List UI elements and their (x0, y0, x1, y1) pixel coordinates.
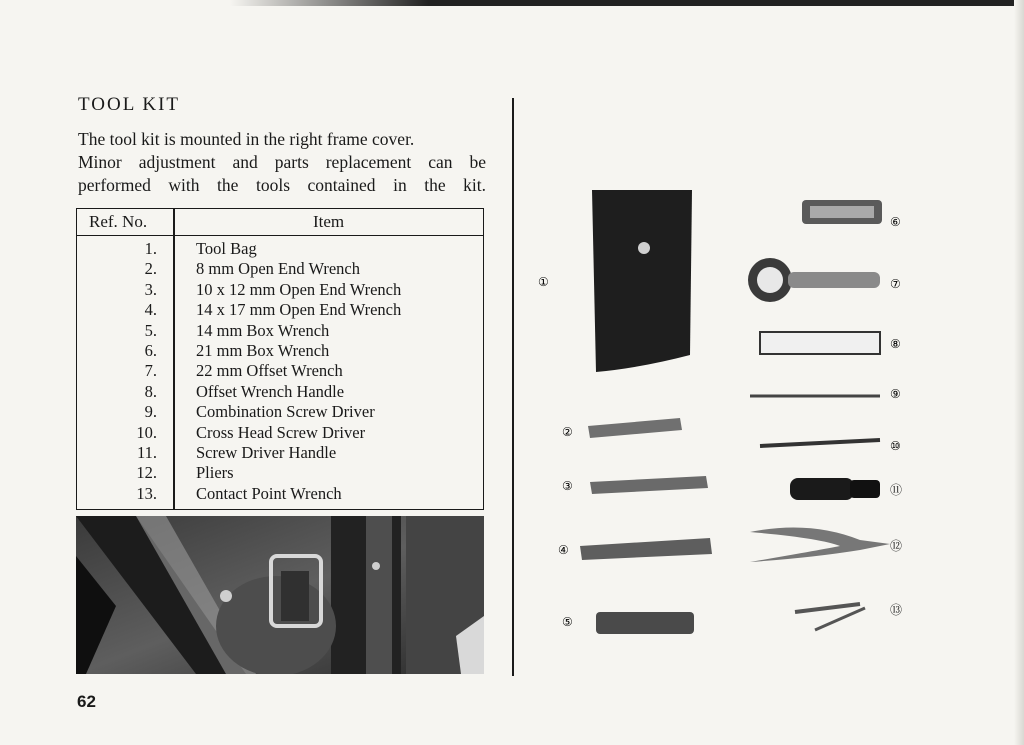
cross-head-screwdriver-illustration (760, 440, 880, 446)
table-row (77, 321, 483, 341)
row-item: 8 mm Open End Wrench (196, 259, 360, 279)
table-header (77, 209, 483, 236)
table-row (77, 443, 483, 463)
screwdriver-handle-illustration (790, 478, 880, 500)
table-body (77, 239, 483, 504)
intro-line: Minor adjustment and parts replacement can be (78, 152, 486, 172)
callout-9: ⑨ (890, 387, 901, 401)
callout-4: ④ (558, 543, 569, 557)
callout-8: ⑧ (890, 337, 901, 351)
row-ref-no: 2. (144, 259, 157, 279)
table-row (77, 280, 483, 300)
callout-12: ⑫ (890, 539, 903, 553)
header-item: Item (313, 212, 345, 231)
tool-kit-table (76, 208, 484, 510)
table-row (77, 423, 483, 443)
callout-5: ⑤ (562, 615, 573, 629)
callout-2: ② (562, 425, 573, 439)
intro-line: The tool kit is mounted in the right frame cover. (78, 129, 415, 149)
row-item: Pliers (196, 463, 234, 483)
row-ref-no: 9. (144, 402, 157, 422)
row-item: Tool Bag (196, 239, 257, 258)
row-ref-no: 10. (136, 422, 157, 442)
offset-wrench-illustration (748, 258, 880, 302)
row-item: Combination Screw Driver (196, 402, 375, 422)
row-item: Contact Point Wrench (196, 483, 342, 503)
table-row (77, 382, 483, 402)
callout-3: ③ (562, 479, 573, 493)
callout-6: ⑥ (890, 215, 901, 229)
table-row (77, 402, 483, 422)
section-heading: TOOL KIT (78, 94, 181, 115)
open-end-wrench-8mm-illustration (588, 418, 682, 438)
callout-7: ⑦ (890, 277, 901, 291)
row-item: Cross Head Screw Driver (196, 422, 366, 442)
row-ref-no: 4. (144, 300, 157, 320)
column-divider-line (512, 98, 514, 676)
table-row (77, 239, 483, 259)
open-end-wrench-14x17-illustration (580, 538, 712, 560)
callout-1: ① (538, 275, 549, 289)
wrench-handle-illustration (760, 332, 880, 354)
row-ref-no: 8. (144, 381, 157, 401)
tools-illustration (520, 160, 920, 640)
callout-13: ⑬ (890, 603, 903, 617)
callout-11: ⑪ (890, 483, 903, 497)
table-row (77, 300, 483, 320)
contact-point-wrench-illustration (795, 604, 865, 630)
table-row (77, 341, 483, 361)
page-number: 62 (77, 692, 96, 711)
page-right-edge (1014, 0, 1024, 745)
row-item: 10 x 12 mm Open End Wrench (196, 279, 402, 299)
row-ref-no: 6. (144, 340, 157, 360)
table-row (77, 484, 483, 504)
table-row (77, 361, 483, 381)
row-item: 14 mm Box Wrench (196, 320, 330, 340)
box-wrench-14mm-illustration (596, 612, 694, 634)
row-ref-no: 3. (144, 279, 157, 299)
row-item: 22 mm Offset Wrench (196, 361, 343, 381)
header-ref-no: Ref. No. (89, 212, 148, 231)
row-ref-no: 11. (136, 442, 157, 462)
intro-line: performed with the tools contained in the kit. (78, 175, 486, 195)
row-item: 14 x 17 mm Open End Wrench (196, 300, 402, 320)
intro-paragraph (78, 128, 486, 197)
row-ref-no: 13. (136, 483, 157, 503)
row-ref-no: 5. (144, 320, 157, 340)
box-wrench-21mm-illustration (802, 200, 882, 224)
open-end-wrench-10x12-illustration (590, 476, 708, 494)
table-row (77, 463, 483, 483)
tool-kit-location-photo (76, 516, 484, 674)
row-item: Offset Wrench Handle (196, 381, 345, 401)
row-ref-no: 7. (144, 361, 157, 381)
row-item: 21 mm Box Wrench (196, 340, 330, 360)
row-ref-no: 12. (136, 463, 157, 483)
page-top-edge (230, 0, 1024, 6)
table-row (77, 259, 483, 279)
callout-10: ⑩ (890, 439, 901, 453)
row-item: Screw Driver Handle (196, 442, 337, 462)
row-ref-no: 1. (144, 239, 157, 258)
tool-bag-illustration (592, 190, 692, 372)
pliers-illustration (750, 528, 890, 563)
